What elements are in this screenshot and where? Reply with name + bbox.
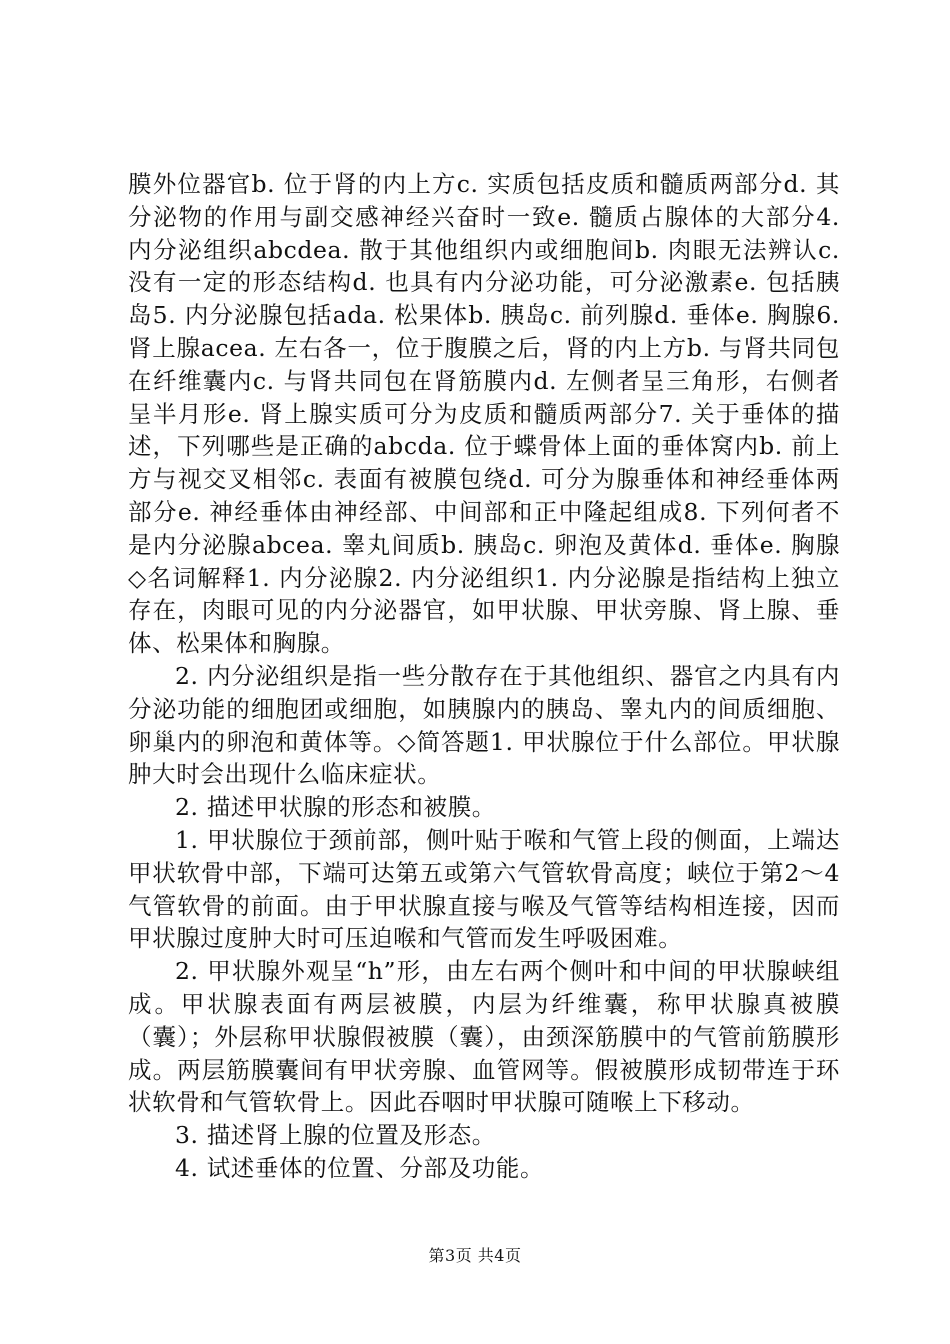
document-body <box>128 168 840 1185</box>
paragraph-5: 2. 甲状腺外观呈“h”形，由左右两个侧叶和中间的甲状腺峡组成。甲状腺表面有两层被膜，内层为纤维囊，称甲状腺真被膜（囊）；外层称甲状腺假被膜（囊），由颈深筋膜中的气管前筋膜形成。两层筋膜囊间有甲状旁腺、血管网等。假被膜形成韧带连于环状软骨和气管软骨上。因此吞咽时甲状腺可随喉上下移动。 <box>128 957 840 1117</box>
paragraph-2: 2. 内分泌组织是指一些分散存在于其他组织、器官之内具有内分泌功能的细胞团或细胞，如胰腺内的胰岛、睾丸内的间质细胞、卵巢内的卵泡和黄体等。◇简答题1. 甲状腺位于什么部位。甲状腺肿大时会出现什么临床症状。 <box>128 661 840 789</box>
page-footer: 第3页 共4页 <box>428 1246 522 1265</box>
paragraph-4: 1. 甲状腺位于颈前部，侧叶贴于喉和气管上段的侧面，上端达甲状软骨中部，下端可达第五或第六气管软骨高度；峡位于第2～4气管软骨的前面。由于甲状腺直接与喉及气管等结构相连接，因而甲状腺过度肿大时可压迫喉和气管而发生呼吸困难。 <box>128 825 840 953</box>
paragraph-6: 3. 描述肾上腺的位置及形态。 <box>175 1121 496 1150</box>
paragraph-1: 膜外位器官b. 位于肾的内上方c. 实质包括皮质和髓质两部分d. 其分泌物的作用与副交感神经兴奋时一致e. 髓质占腺体的大部分4. 内分泌组织abcdea. 散于其他组织内或细胞间b. 肉眼无法辨认c. 没有一定的形态结构d. 也具有内分泌功能，可分泌激素e. 包括胰岛5. 内分泌腺包括ada. 松果体b. 胰岛c. 前列腺d. 垂体e. 胸腺6. 肾上腺acea. 左右各一，位于腹膜之后，肾的内上方b. 与肾共同包在纤维囊内c. 与肾共同包在肾筋膜内d. 左侧者呈三角形，右侧者呈半月形e. 肾上腺实质可分为皮质和髓质两部分7. 关于垂体的描述，下列哪些是正确的abcda. 位于蝶骨体上面的垂体窝内b. 前上方与视交叉相邻c. 表面有被膜包绕d. 可分为腺垂体和神经垂体两部分e. 神经垂体由神经部、中间部和正中隆起组成8. 下列何者不是内分泌腺abcea. 睾丸间质b. 胰岛c. 卵泡及黄体d. 垂体e. 胸腺◇名词解释1. 内分泌腺2. 内分泌组织1. 内分泌腺是指结构上独立存在，肉眼可见的内分泌器官，如甲状腺、甲状旁腺、肾上腺、垂体、松果体和胸腺。 <box>128 170 840 658</box>
paragraph-7: 4. 试述垂体的位置、分部及功能。 <box>175 1153 545 1182</box>
paragraph-3: 2. 描述甲状腺的形态和被膜。 <box>175 793 496 822</box>
